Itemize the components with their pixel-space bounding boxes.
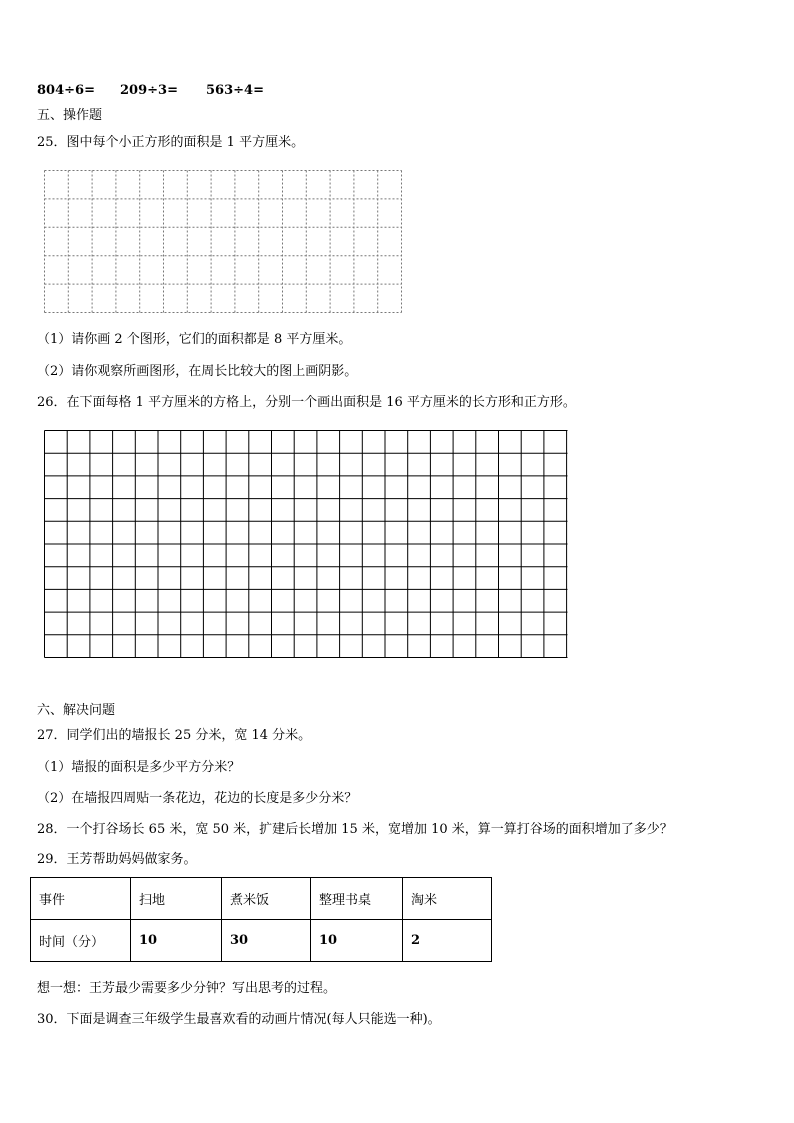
question-29-followup: 想一想：王芳最少需要多少分钟？写出思考的过程。	[37, 981, 337, 996]
table-row	[31, 920, 492, 962]
table-cell: 2	[403, 920, 492, 962]
table-cell: 煮米饭	[222, 878, 311, 920]
table-cell: 淘米	[403, 878, 492, 920]
table-cell: 10	[311, 920, 403, 962]
question-30: 30．下面是调查三年级学生最喜欢看的动画片情况(每人只能选一种)。	[37, 1012, 441, 1027]
table-cell: 整理书桌	[311, 878, 403, 920]
question-25-part-2: （2）请你观察所画图形，在周长比较大的图上画阴影。	[37, 364, 358, 379]
question-28: 28．一个打谷场长 65 米，宽 50 米，扩建后长增加 15 米，宽增加 10 米，算一算打谷场的面积增加了多少？	[37, 822, 673, 837]
table-cell: 事件	[31, 878, 131, 920]
question-29: 29．王芳帮助妈妈做家务。	[37, 852, 197, 867]
dotted-grid-q25[interactable]	[44, 170, 402, 313]
chores-table	[30, 877, 492, 962]
question-26: 26．在下面每格 1 平方厘米的方格上，分别一个画出面积是 16 平方厘米的长方形和正方形。	[37, 395, 576, 410]
calc-2: 209÷3=	[120, 83, 178, 98]
table-cell: 30	[222, 920, 311, 962]
square-grid-q26[interactable]	[44, 430, 568, 658]
table-cell: 10	[131, 920, 222, 962]
table-cell: 扫地	[131, 878, 222, 920]
calc-1: 804÷6=	[37, 83, 95, 98]
calc-3: 563÷4=	[206, 83, 264, 98]
section-5-title: 五、操作题	[37, 108, 103, 123]
question-25: 25．图中每个小正方形的面积是 1 平方厘米。	[37, 135, 305, 150]
question-27-part-2: （2）在墙报四周贴一条花边，花边的长度是多少分米？	[37, 791, 358, 806]
question-27: 27．同学们出的墙报长 25 分米，宽 14 分米。	[37, 728, 312, 743]
table-row	[31, 878, 492, 920]
question-25-part-1: （1）请你画 2 个图形，它们的面积都是 8 平方厘米。	[37, 332, 352, 347]
question-27-part-1: （1）墙报的面积是多少平方分米？	[37, 760, 241, 775]
table-cell: 时间（分）	[31, 920, 131, 962]
section-6-title: 六、解决问题	[37, 703, 116, 718]
